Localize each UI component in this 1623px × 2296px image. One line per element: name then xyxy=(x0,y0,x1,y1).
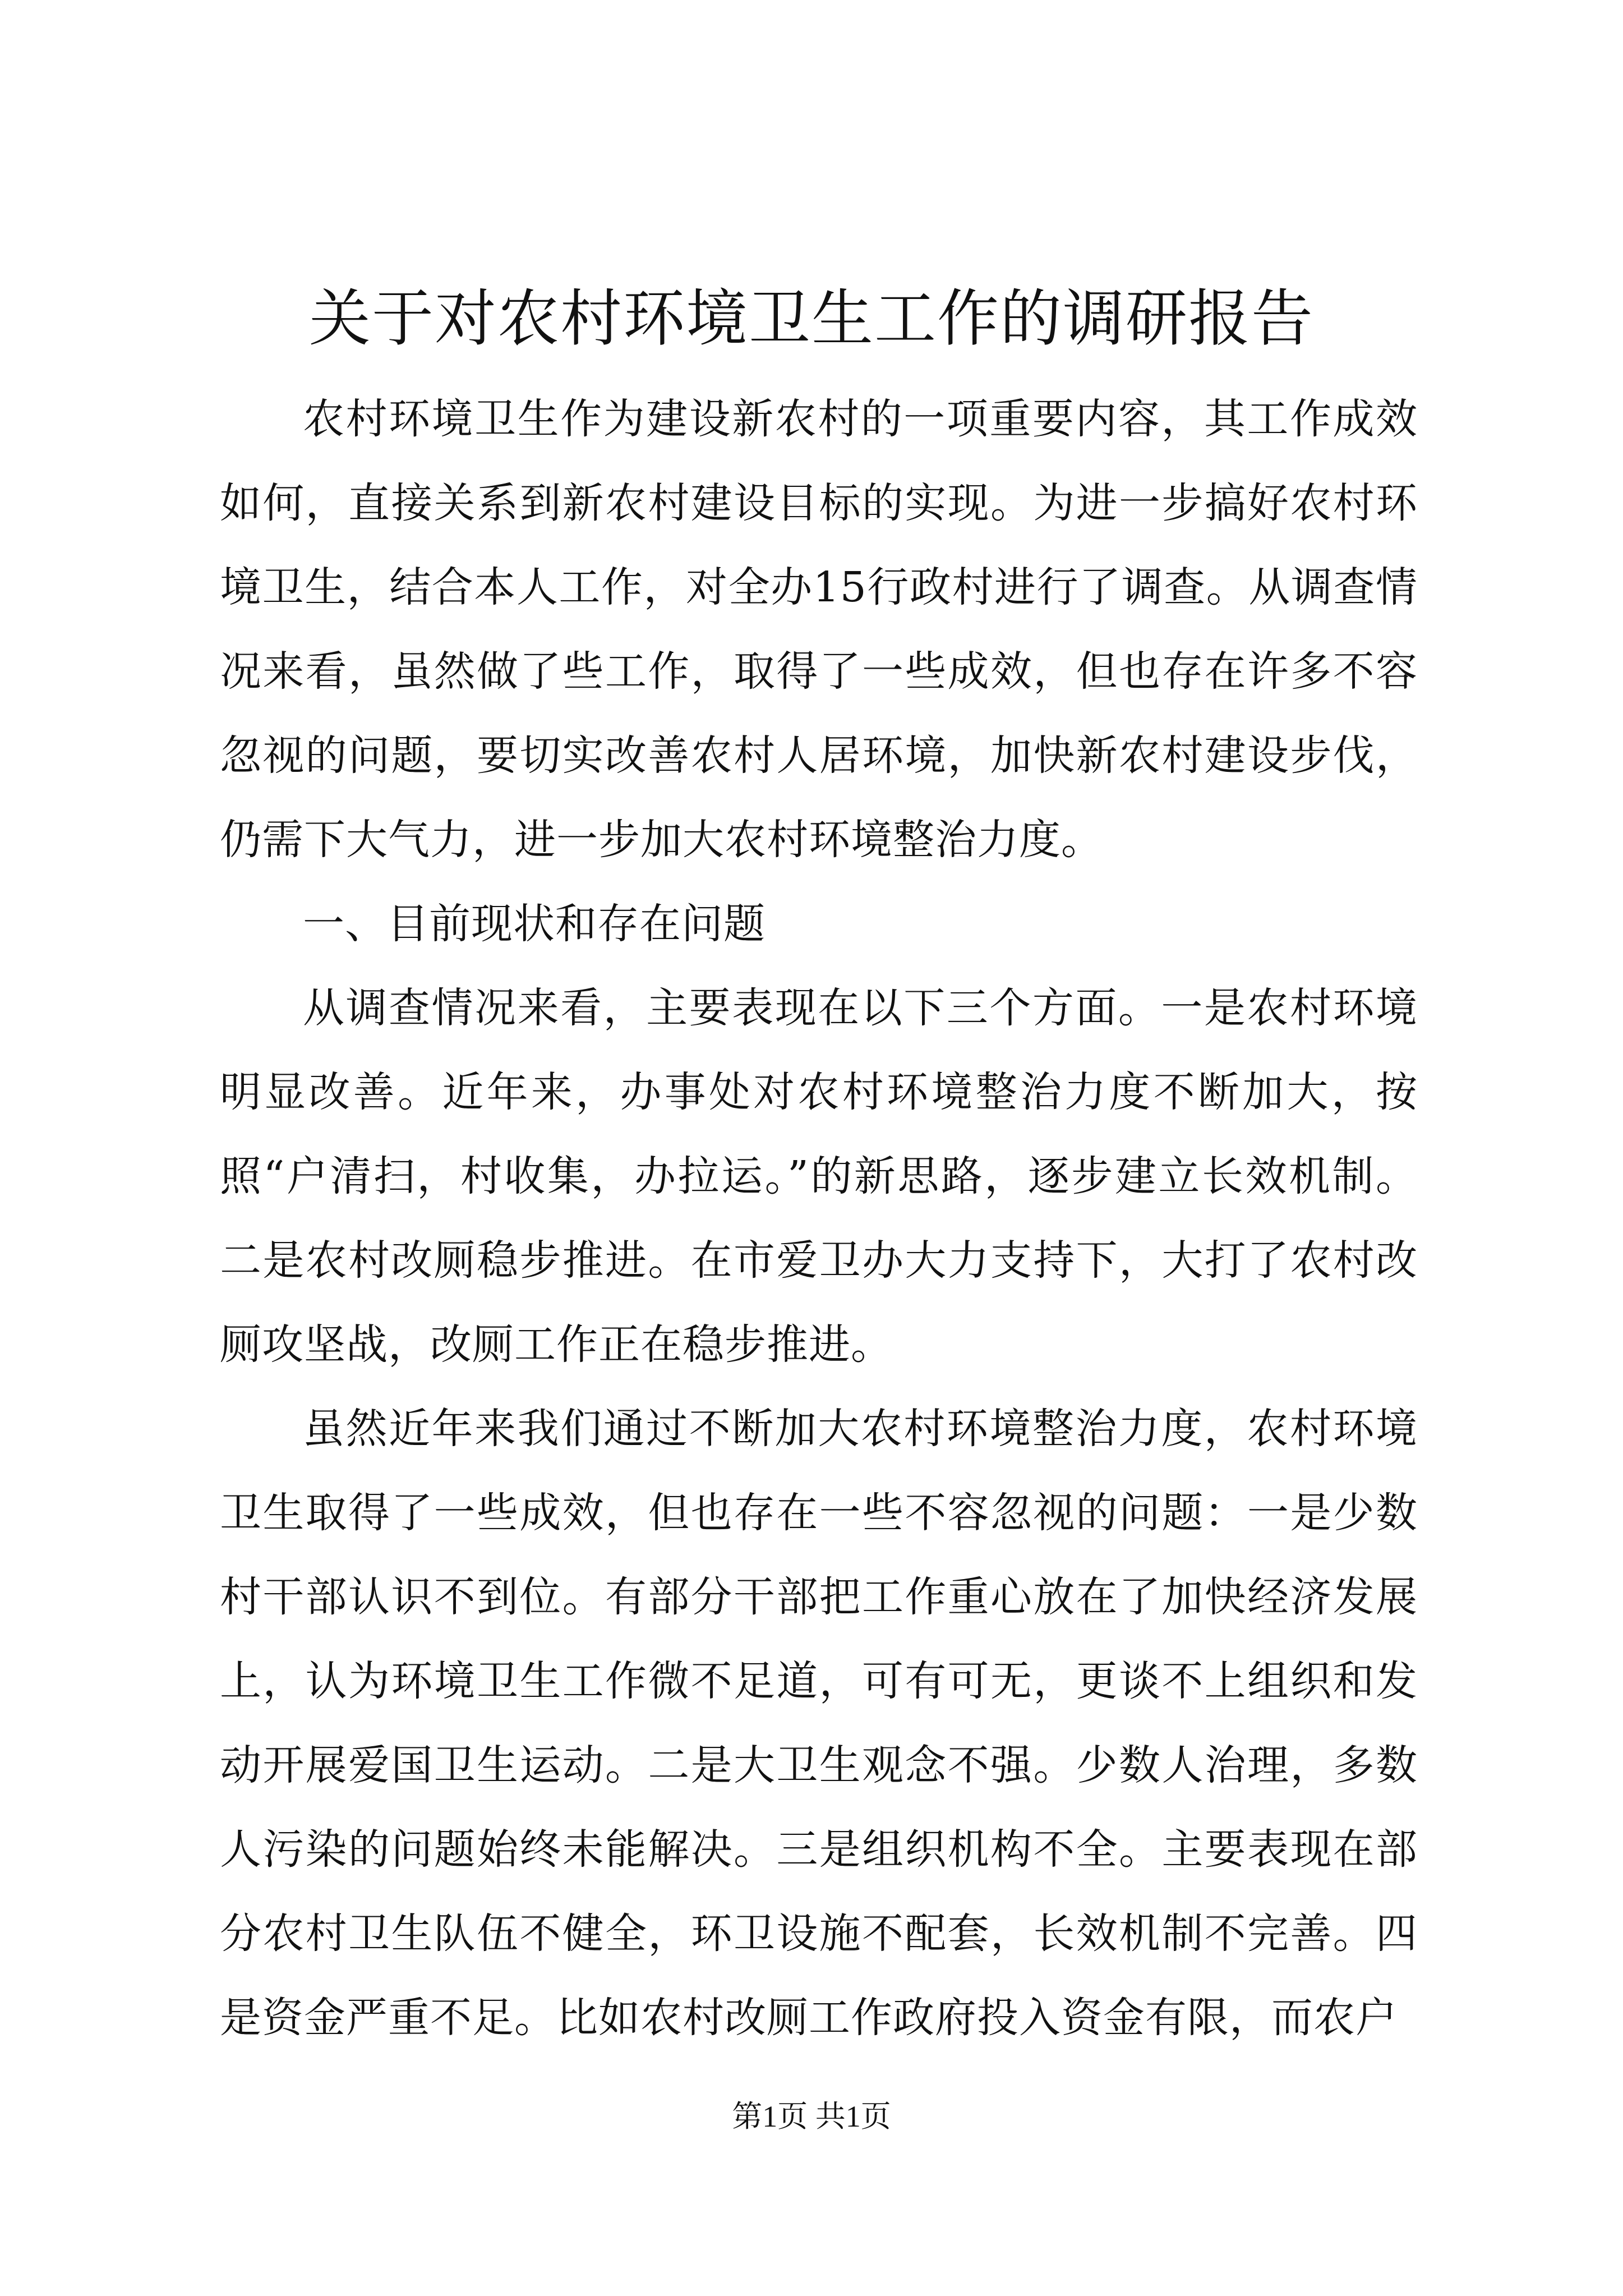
paragraph-problems: 虽然近年来我们通过不断加大农村环境整治力度，农村环境卫生取得了一些成效，但也存在一些不容忽视的问题：一是少数村干部认识不到位。有部分干部把工作重心放在了加快经济发展上，认为环境卫生工作微不足道，可有可无，更谈不上组织和发动开展爱国卫生运动。二是大卫生观念不强。少数人治理，多数人污染的问题始终未能解决。三是组织机构不全。主要表现在部分农村卫生队伍不健全，环卫设施不配套，长效机制不完善。四是资金严重不足。比如农村改厕工作政府投入资金有限，而农户 xyxy=(220,1405,1418,2042)
document-body xyxy=(220,377,1418,2060)
document-title: 关于对农村环境卫生工作的调研报告 xyxy=(309,283,1314,355)
section-heading-1: 一、目前现状和存在问题 xyxy=(303,900,766,948)
page-footer: 第1页 共1页 xyxy=(732,2100,891,2133)
paragraph-intro: 农村环境卫生作为建设新农村的一项重要内容，其工作成效如何，直接关系到新农村建设目标的实现。为进一步搞好农村环境卫生，结合本人工作，对全办15行政村进行了调查。从调查情况来看，虽然做了些工作，取得了一些成效，但也存在许多不容忽视的问题，要切实改善农村人居环境，加快新农村建设步伐，仍需下大气力，进一步加大农村环境整治力度。 xyxy=(220,395,1418,864)
paragraph-current-status: 从调查情况来看，主要表现在以下三个方面。一是农村环境明显改善。近年来，办事处对农村环境整治力度不断加大，按照“户清扫，村收集，办拉运。”的新思路，逐步建立长效机制。二是农村改厕稳步推进。在市爱卫办大力支持下，大打了农村改厕攻坚战，改厕工作正在稳步推进。 xyxy=(220,984,1418,1369)
